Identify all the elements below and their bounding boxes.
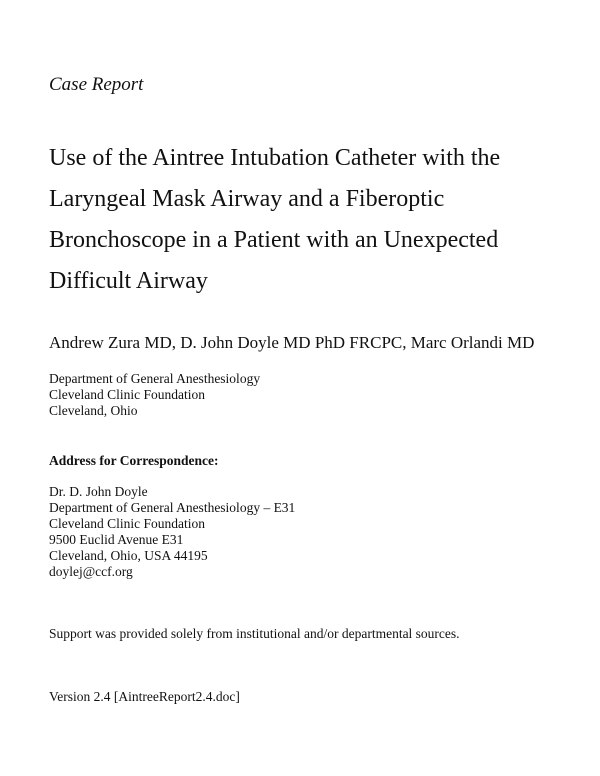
- title-line: Difficult Airway: [49, 268, 208, 294]
- title-line: Use of the Aintree Intubation Catheter with the: [49, 145, 501, 171]
- affiliation-block: [49, 371, 260, 419]
- affiliation-line: Cleveland Clinic Foundation: [49, 387, 205, 402]
- author-list: Andrew Zura MD, D. John Doyle MD PhD FRCPC, Marc Orlandi MD: [49, 333, 535, 352]
- correspondence-line: 9500 Euclid Avenue E31: [49, 532, 184, 547]
- correspondence-name: Dr. D. John Doyle: [49, 484, 148, 499]
- affiliation-line: Department of General Anesthesiology: [49, 371, 261, 386]
- article-type-label: Case Report: [49, 74, 144, 95]
- correspondence-line: Cleveland Clinic Foundation: [49, 516, 205, 531]
- title-line: Laryngeal Mask Airway and a Fiberoptic: [49, 186, 445, 212]
- funding-statement: Support was provided solely from institutional and/or departmental sources.: [49, 626, 460, 641]
- affiliation-line: Cleveland, Ohio: [49, 403, 138, 418]
- paper-title: [49, 138, 569, 302]
- title-line: Bronchoscope in a Patient with an Unexpected: [49, 227, 499, 253]
- correspondence-address: [49, 484, 295, 580]
- version-note: Version 2.4 [AintreeReport2.4.doc]: [49, 689, 240, 704]
- correspondence-email: doylej@ccf.org: [49, 564, 133, 579]
- correspondence-heading: Address for Correspondence:: [49, 453, 219, 468]
- correspondence-line: Department of General Anesthesiology – E31: [49, 500, 296, 515]
- correspondence-line: Cleveland, Ohio, USA 44195: [49, 548, 208, 563]
